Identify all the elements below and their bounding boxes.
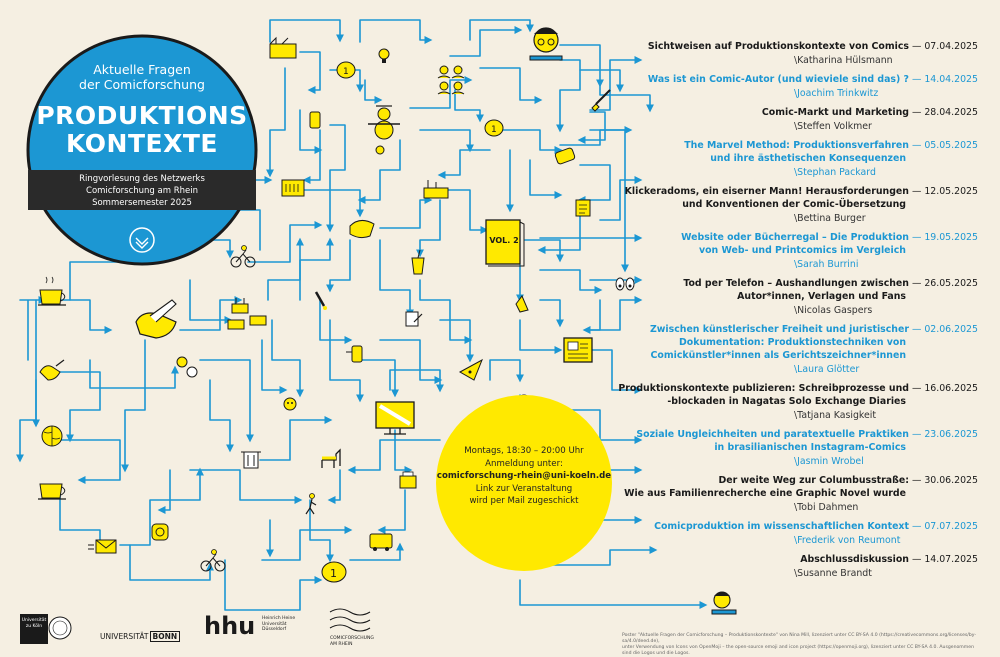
lecture-title-text: in brasilianischen Instagram-Comics [714,442,906,453]
comicforschung-logo-text [330,636,374,647]
schedule-entry [618,474,978,514]
schedule-entry [618,428,978,468]
svg-text:1: 1 [343,67,349,77]
lecture-title-text: Comickünstler*innen als Gerichtszeichner*innen [650,350,906,361]
license-footnote [622,633,982,657]
instagram-icon [152,524,168,540]
bonn-logo-name: BONN [150,631,181,642]
lecture-title-line [618,487,978,500]
speaker-name: \Jasmin Wrobel [794,456,864,467]
schedule-entry [618,73,978,100]
badge-band [28,170,256,210]
coffee-cup-icon [38,484,66,499]
lecture-schedule [618,40,978,586]
lecture-title-text: und Konventionen der Comic-Übersetzung [682,199,906,210]
person-with-laptop-icon [712,592,736,614]
date-separator: — [908,278,925,289]
badge-title-line: KONTEXTE [66,129,218,158]
schedule-entry [618,553,978,580]
smartphone-icon [346,346,362,362]
speech-bubbles-icon [177,357,197,377]
koeln-logo-line: Universität [21,618,47,623]
lecture-title-text: The Marvel Method: Produktionsverfahren [684,140,909,151]
lecture-title-line [618,198,978,211]
hhu-logo-line: Universität [262,621,287,627]
lecture-date: 26.05.2025 [924,278,978,289]
speaker-name: \Tatjana Kasigkeit [794,410,877,421]
lecture-date: 14.07.2025 [924,554,978,565]
registration-email[interactable] [436,470,612,483]
speaker-name: \Bettina Burger [794,213,866,224]
speaker-name: \Susanne Brandt [794,568,872,579]
lecture-title-line [618,185,978,198]
lecture-title-text: Was ist ein Comic-Autor (und wieviele sind das) ? [647,74,909,85]
lecture-title-line [618,395,978,408]
link-note: wird per Mail zugeschickt [469,496,579,506]
document-edit-icon [406,312,422,326]
skull-icon [284,398,296,410]
lecture-title-line [618,349,978,362]
pen-icon [316,292,327,310]
schedule-entry [618,520,978,547]
phone-icon [310,112,320,128]
lecture-title-text: Der weite Weg zur Columbusstraße: [718,475,909,486]
hhu-logo-text [262,616,295,633]
lecture-title-text: Wie aus Familienrecherche eine Graphic Novel wurde [624,488,906,499]
coin-icon [322,562,346,582]
lecture-title-text: Comicproduktion im wissenschaftlichen Kontext [654,521,909,532]
schedule-entry [618,106,978,133]
badge-subtitle-line: der Comicforschung [79,77,205,92]
lecture-title-line [618,152,978,165]
schedule-entry [618,231,978,271]
lecture-title-text: von Web- und Printcomics im Vergleich [699,245,906,256]
coin-icon [337,62,355,78]
lecture-title-line [618,231,978,244]
date-separator: — [908,41,925,52]
envelope-icon [88,540,116,553]
date-separator: — [908,429,925,440]
bus-icon [370,534,392,551]
dog-icon [322,450,340,468]
koeln-logo-text [20,618,48,629]
hhu-logo-line: Düsseldorf [262,627,287,633]
title-badge [28,36,256,264]
comicforschung-logo-line: AM RHEIN [330,641,353,647]
coffee-cup-icon [38,277,66,305]
speaker-name: \Stephan Packard [794,167,876,178]
svg-text:1: 1 [330,567,337,580]
schedule-entry [618,382,978,422]
speaker-name: \Steffen Volkmer [794,121,872,132]
registration-email-text: comicforschung-rhein@uni-koeln.de [436,471,612,481]
lecture-title-line [618,106,978,119]
badge-band-line: Comicforschung am Rhein [86,186,198,196]
lecture-title-line [618,290,978,303]
brain-icon [42,426,62,446]
trash-can-icon [241,452,261,468]
lecture-title-line [618,323,978,336]
date-separator: — [908,324,925,335]
speaker-name: \Laura Glötter [794,364,860,375]
walking-person-icon [306,494,316,515]
notepad-icon [576,200,590,216]
handshake-icon [350,220,374,237]
svg-text:1: 1 [491,125,497,135]
badge-subtitle [28,62,256,92]
lecture-title-text: Abschlussdiskussion [800,554,909,565]
bonn-logo [100,632,180,641]
schedule-entry [618,139,978,179]
lightbulb-icon [379,49,389,63]
link-note: Link zur Veranstaltung [475,483,573,494]
footnote-line: unter Verwendung von Icons von OpenMoji – the open-source emoji and icon project (https://openmoji.org), lizenziert unter CC BY-SA 4.0. Ausgenommen sind die Logos und die Logos. [622,645,974,656]
lecture-title-text: Tod per Telefon – Aushandlungen zwischen [683,278,909,289]
speaker-name: \Sarah Burrini [794,259,859,270]
pointing-hand-icon [516,296,528,312]
bonn-logo-prefix: UNIVERSITÄT [100,632,149,641]
footnote-line: Poster "Aktuelle Fragen der Comicforschung – Produktionskontexte" von Nina Mill, lizenziert unter CC BY-SA 4.0 (https://creativecommons.org/licenses/by-sa/4.0/deed.de), [622,633,977,644]
speaker-name: \Joachim Trinkwitz [794,88,879,99]
lecture-title-line [618,553,978,566]
hhu-logo-line: Heinrich Heine [262,616,296,621]
lecture-title-line [618,73,978,86]
drink-cup-icon [412,250,424,274]
factory-icon [424,180,448,198]
schedule-entry [618,40,978,67]
factory-icon [270,38,296,58]
lecture-title-text: Website oder Bücherregal – Die Produktion [681,232,909,243]
lecture-title-line [618,382,978,395]
lecture-title-text: -blockaden in Nagatas Solo Exchange Diaries [667,396,906,407]
lecture-date: 19.05.2025 [924,232,978,243]
date-separator: — [908,521,925,532]
badge-band-line: Ringvorlesung des Netzwerks [79,174,205,184]
badge-subtitle-line: Aktuelle Fragen [93,62,191,77]
paintbrush-icon [592,90,610,111]
badge-title [28,102,256,158]
schedule-entry [618,277,978,317]
lecture-title-line [618,40,978,53]
date-separator: — [908,107,925,118]
book-label: VOL. 2 [489,236,519,245]
schedule-entry [618,185,978,225]
cyclist-icon [201,550,225,572]
lecture-date: 16.06.2025 [924,383,978,394]
speaker-name: \Frederik von Reumont [794,535,901,546]
lecture-title-text: Zwischen künstlerischer Freiheit und juristischer [649,324,909,335]
lecture-date: 14.04.2025 [924,74,978,85]
lecture-title-text: Soziale Ungleichheiten und paratextuelle Praktiken [636,429,909,440]
lecture-title-line [618,244,978,257]
lecture-title-text: Autor*innen, Verlagen und Fans [737,291,906,302]
lecture-title-text: und ihre ästhetischen Konsequenzen [710,153,906,164]
lecture-title-text: Produktionskontexte publizieren: Schreibprozesse und [618,383,909,394]
drawing-hand-icon [136,300,176,338]
lecture-date: 12.05.2025 [924,186,978,197]
cake-icon [228,316,266,329]
artist-with-laptop-icon [530,28,562,60]
schedule-entry [618,323,978,376]
koeln-logo-line: zu Köln [25,623,43,629]
speaker-name: \Katharina Hülsmann [794,55,893,66]
speaker-name: \Nicolas Gaspers [794,305,873,316]
lecture-title-line [618,474,978,487]
newspaper-icon [564,338,592,362]
date-separator: — [908,232,925,243]
badge-band-line: Sommersemester 2025 [92,198,192,208]
event-time: Montags, 18:30 – 20:00 Uhr [464,446,584,456]
lecture-date: 07.04.2025 [924,41,978,52]
lecture-date: 23.06.2025 [924,429,978,440]
lecture-title-text: Comic-Markt und Marketing [761,107,909,118]
lecture-title-text: Klickeradoms, ein eiserner Mann! Herausforderungen [624,186,909,197]
printer-icon [400,472,416,488]
comicforschung-logo-line: COMICFORSCHUNG [330,636,374,641]
date-separator: — [908,186,925,197]
logo-row [0,590,430,650]
lecture-title-line [618,441,978,454]
lecture-date: 02.06.2025 [924,324,978,335]
info-circle [436,395,612,571]
badge-title-line: PRODUKTIONS [36,101,248,130]
hhu-logo: hhu [204,612,256,640]
worker-icon [368,106,400,154]
building-icon [282,180,304,196]
lecture-date: 28.04.2025 [924,107,978,118]
date-separator: — [908,383,925,394]
coin-icon [485,120,503,136]
lecture-title-text: Sichtweisen auf Produktionskontexte von Comics [647,41,909,52]
pizza-icon [460,360,482,380]
lecture-date: 05.05.2025 [924,140,978,151]
speaker-name: \Tobi Dahmen [794,502,859,513]
lecture-title-line [618,336,978,349]
registration-label: Anmeldung unter: [485,458,563,469]
date-separator: — [908,140,925,151]
lecture-title-line [618,277,978,290]
date-separator: — [908,74,925,85]
lecture-title-line [618,428,978,441]
lecture-title-line [618,520,978,533]
lecture-title-line [618,139,978,152]
date-separator: — [908,475,925,486]
writing-hand-icon [40,360,64,380]
lecture-date: 07.07.2025 [924,521,978,532]
lecture-title-text: Dokumentation: Produktionstechniken von [679,337,906,348]
lecture-date: 30.06.2025 [924,475,978,486]
date-separator: — [908,554,925,565]
